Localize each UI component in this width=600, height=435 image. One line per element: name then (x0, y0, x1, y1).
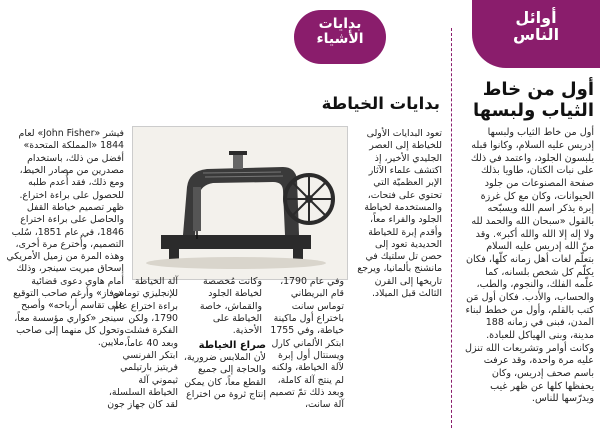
title-line: الثياب ولبسها (473, 99, 594, 121)
article-column (182, 339, 266, 401)
sewing-beginnings-title: بدايات الخياطة (321, 94, 440, 113)
article-paragraph: وفي عام 1790، قام البريطاني توماس سانت باختراع أول ماكينة خياطة، وفي 1755 ابتكر الألماني كارل ويسنتال أول إبرة لآلة الخياطة، ولكنه لم ينتج آلة كاملة، وبعد ذلك تمّ تصميم آلة سانت، (269, 276, 344, 411)
article-column (354, 128, 442, 300)
badge-line: الناس (512, 24, 560, 44)
badge-line: بدايات (318, 16, 362, 32)
first-tailor-body: أول من خاط الثياب ولبسها إدريس عليه السلام، وكانوا قبله يلبسون الجلود، واعتمد في ذلك على نبات الكتان، طاويا بذلك صفحة المصنوعات من جلود الحيوانات، وكان مع كل غرزة إبرة يذكر اسم الله ويسبّحه بالقول «سبحان الله والحمد لله ولا إله إلا الله والله أكبر». وقد منّ الله إدريس عليه السلام بتعلّم لغات أهل زمانه كلّها، فكان يكلّم كل شخص بلسانه، كما علّمه الفلك، والنجوم، والطب، والحساب، والأدب. فكان أول مَن كتب بالقلم، وأول من خطط لبناء المدن، فبنى في زمانه 188 مدينة، وبنى الهياكل للعبادة. وكانت أوامر وتشريعات الله تنزل عليه مرة واحدة، وقد عرفت باسم صحف إدريس، وكان يحفظها كلها عن ظهر غيب ويدرّسها للناس. (465, 127, 594, 405)
badge-line: الأشياء (316, 30, 364, 47)
sewing-machine-icon (133, 127, 347, 279)
first-tailor-title (464, 80, 594, 121)
sewing-machine-illustration (132, 126, 348, 280)
article-paragraph: تعود البدايات الأولى للخياطة إلى العصر الجليدي الأخير، إذ اكتشف علماء الآثار الإبر العظميّة التي تحتوي على فتحات، والمستخدمة لخياطة الجلود والفراء معاً، وأقدم إبرة للخياطة الحديدية تعود إلى حصن تل سلتيك في مانشنج بألمانيا، ويرجع تاريخها إلى القرن الثالث قبل الميلاد. (357, 128, 442, 300)
title-line: أول من خاط (482, 79, 594, 100)
beginnings-badge (294, 10, 386, 64)
section-subtitle: صراع الخياطة (198, 340, 266, 351)
article-paragraph: وكانت مُخصصة لخياطة الجلود والقماش، خاصة الخياطة على الأحذية. (199, 276, 262, 337)
people-firsts-badge (472, 0, 600, 68)
column-divider (451, 28, 452, 428)
badge-line: أوائل (515, 8, 557, 27)
article-column (182, 276, 262, 338)
first-tailor-article (464, 80, 594, 406)
article-paragraph: فيشر «John Fisher» لعام 1844 «المملكة المتحدة» أفضل من ذلك، باستخدام مصدرين من مصادر الخيط، ومع ذلك، فقد أُعدم طلبه للحصول على براءة اختراع. ظهر تصميم خياطة القفل والحاصل على براءة اختراع 1846، في عام 1851، سُلب التصميم، وأُخترع مرة أخرى، وهذه المرة من زميل الأمريكي إسحاق ميريت سينجر، وذلك أمام هاوي دعوى قضائية «وفاز» وأرغم صاحب التوقيع على تقاسم أرباحه» وأصبح سينجر «كواري مؤسسة معاً، وتحول كل منهما إلى صاحب ملايين. (6, 128, 124, 349)
article-paragraph: آلة الخياطة للإنجليزي توماس براءة اختراع عام 1790، ولكن الفكرة فشلت. وبعد 40 عاماً، ابتكر الفرنسي فريتيز بارتيلمي ثيموني آلة الخياطة السلسلة، لقد كان جهاز جون (107, 276, 178, 411)
article-paragraph: لأن الملابس ضرورية، والحاجة إلى جميع القطع معاً، كان يمكن إنتاج ثروة من اختراع (183, 352, 266, 401)
article-column (268, 276, 344, 411)
article-column (6, 128, 124, 350)
